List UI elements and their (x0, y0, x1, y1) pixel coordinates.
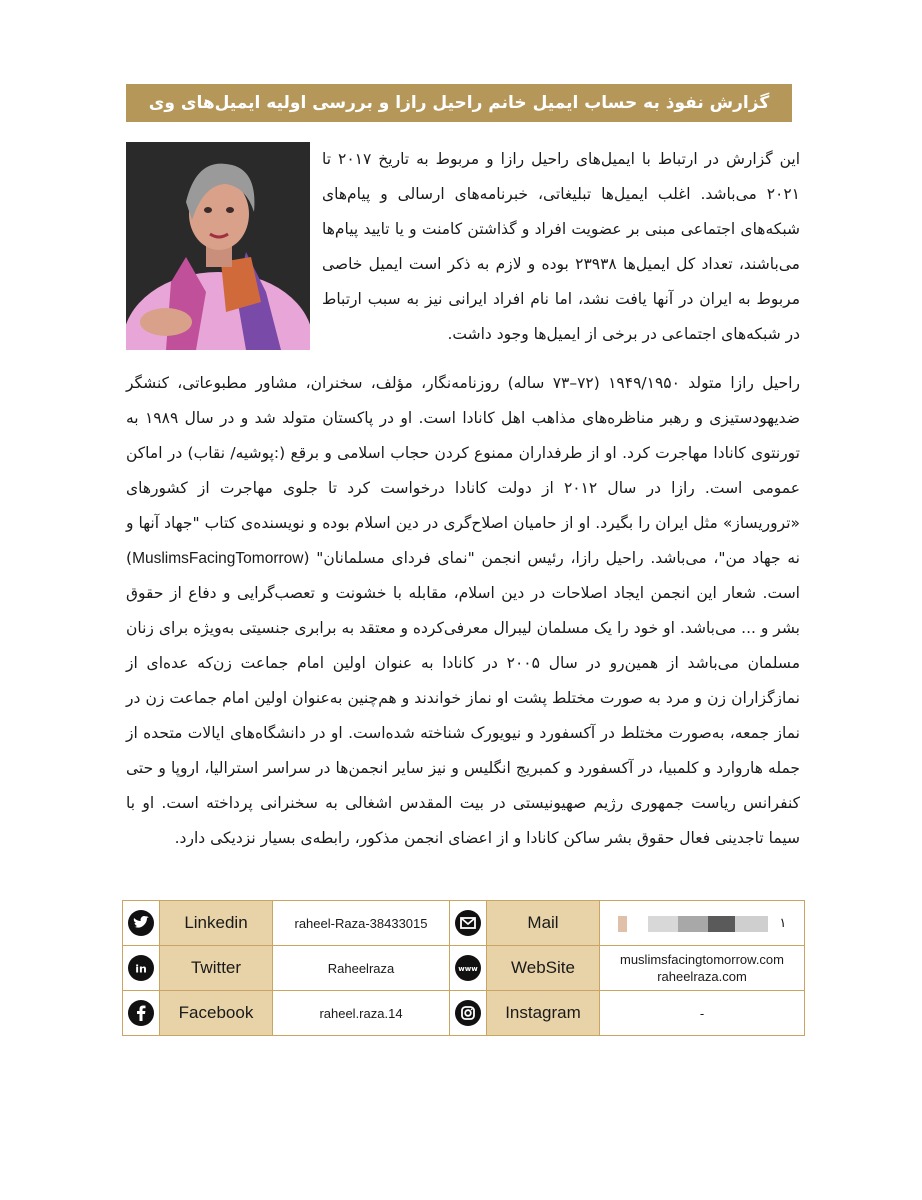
website-link-2[interactable]: raheelraza.com (657, 969, 747, 984)
bio-text-after: ) است. شعار این انجمن ایجاد اصلاحات در دین اسلام، مقابله با خشونت و تعصب‌گرایی و دفاع از حقوق بشر و ... می‌باشد. او خود را یک مسلمان لیبرال معرفی‌کرده و معتقد به برابری جنسیتی به‌ویژه برای زنان مسلمان می‌باشد از همین‌رو در سال ۲۰۰۵ در کانادا به عنوان اولین امام جماعت زن‌که عده‌ای از نمازگزاران زن و مرد به صورت مختلط پشت او نماز خواندند و هم‌چنین به‌عنوان اولین امام جماعت زن در نماز جمعه، به‌صورت مختلط در آکسفورد و نیویورک شناخته شده‌است. او در دانشگاه‌های ایالات متحده از جمله هاروارد و کلمبیا، در آکسفورد و کمبریج انگلیس و نیز سایر انجمن‌ها در سراسر استرالیا، اروپا و حتی کنفرانس ریاست جمهوری رژیم صهیونیستی در بیت المقدس اشغالی به سخنرانی پرداخته است. او با سیما تاجدینی فعال حقوق بشر ساکن کانادا و از اعضای انجمن مذکور، رابطه‌ی بسیار نزدیکی دارد. (126, 549, 800, 847)
svg-text:www: www (458, 965, 478, 973)
facebook-label: Facebook (160, 991, 273, 1036)
twitter-icon (128, 910, 154, 936)
linkedin-icon (128, 955, 154, 981)
mail-value-text: ۱ (779, 915, 787, 931)
mail-icon-cell (450, 901, 487, 946)
linkedin-value: raheel-Raza-38433015 (273, 901, 450, 946)
intro-paragraph: این گزارش در ارتباط با ایمیل‌های راحیل رازا و مربوط به تاریخ ۲۰۱۷ تا ۲۰۲۱ می‌باشد. اغلب ایمیل‌ها تبلیغاتی، خبرنامه‌های ارسالی و پیام‌های شبکه‌های اجتماعی مبنی بر عضویت افراد و گذاشتن کامنت و یا تایید پیام‌ها می‌باشند، تعداد کل ایمیل‌ها ۲۳۹۳۸ بوده و لازم به ذکر است ایمیل خاصی مربوط به ایران در آنها یافت نشد، اما نام افراد ایرانی نیز به سبب ارتباط در شبکه‌های اجتماعی در برخی از ایمیل‌ها وجود داشت. (322, 150, 800, 343)
facebook-icon (128, 1000, 154, 1026)
mail-value (600, 901, 805, 946)
instagram-value: - (600, 991, 805, 1036)
instagram-icon-cell (450, 991, 487, 1036)
website-value (600, 946, 805, 991)
mail-label: Mail (487, 901, 600, 946)
twitter-label: Twitter (160, 946, 273, 991)
instagram-label: Instagram (487, 991, 600, 1036)
mail-icon (455, 910, 481, 936)
bio-text-before: راحیل رازا متولد ۱۹۴۹/۱۹۵۰ (۷۲–۷۳ ساله) روزنامه‌نگار، مؤلف، سخنران، مشاور مطبوعاتی، کنشگر ضدیهودستیزی و رهبر مناظره‌های مذاهب اهل کانادا است. او در پاکستان متولد شد و در سال ۱۹۸۹ به تورنتوی کانادا مهاجرت کرد. او از طرفداران ممنوع کردن حجاب اسلامی و برقع (:پوشیه/ نقاب) در اماکن عمومی است. رازا در سال ۲۰۱۲ از دولت کانادا درخواست کرد تا جلوی مهاجرت از کشورهای «تروریساز» مثل ایران را بگیرد. او از حامیان اصلاح‌گری در دین اسلام بوده و نویسنده‌ی کتاب "جهاد آنها و نه جهاد من"، می‌باشد. راحیل رازا، رئیس انجمن "نمای فردای مسلمانان" ( (126, 374, 800, 567)
org-name-latin: MuslimsFacingTomorrow (132, 550, 304, 567)
portrait-photo (126, 142, 310, 350)
linkedin-label: Linkedin (160, 901, 273, 946)
facebook-value: raheel.raza.14 (273, 991, 450, 1036)
table-row (123, 991, 805, 1036)
www-icon-cell (450, 946, 487, 991)
table-row (123, 946, 805, 991)
bio-paragraph (126, 366, 800, 856)
website-label: WebSite (487, 946, 600, 991)
svg-text:in: in (135, 962, 147, 976)
twitter-value: Raheelraza (273, 946, 450, 991)
report-title-bar (126, 84, 792, 122)
website-link-1[interactable]: muslimsfacingtomorrow.com (620, 952, 784, 967)
twitter-icon-cell (123, 901, 160, 946)
linkedin-icon-cell (123, 946, 160, 991)
report-title: گزارش نفوذ به حساب ایمیل خانم راحیل رازا و بررسی اولیه ایمیل‌های وی (148, 93, 770, 113)
facebook-icon-cell (123, 991, 160, 1036)
table-row (123, 901, 805, 946)
www-icon (455, 955, 481, 981)
redacted-email (618, 916, 768, 932)
instagram-icon (455, 1000, 481, 1026)
contact-table (122, 900, 805, 1036)
